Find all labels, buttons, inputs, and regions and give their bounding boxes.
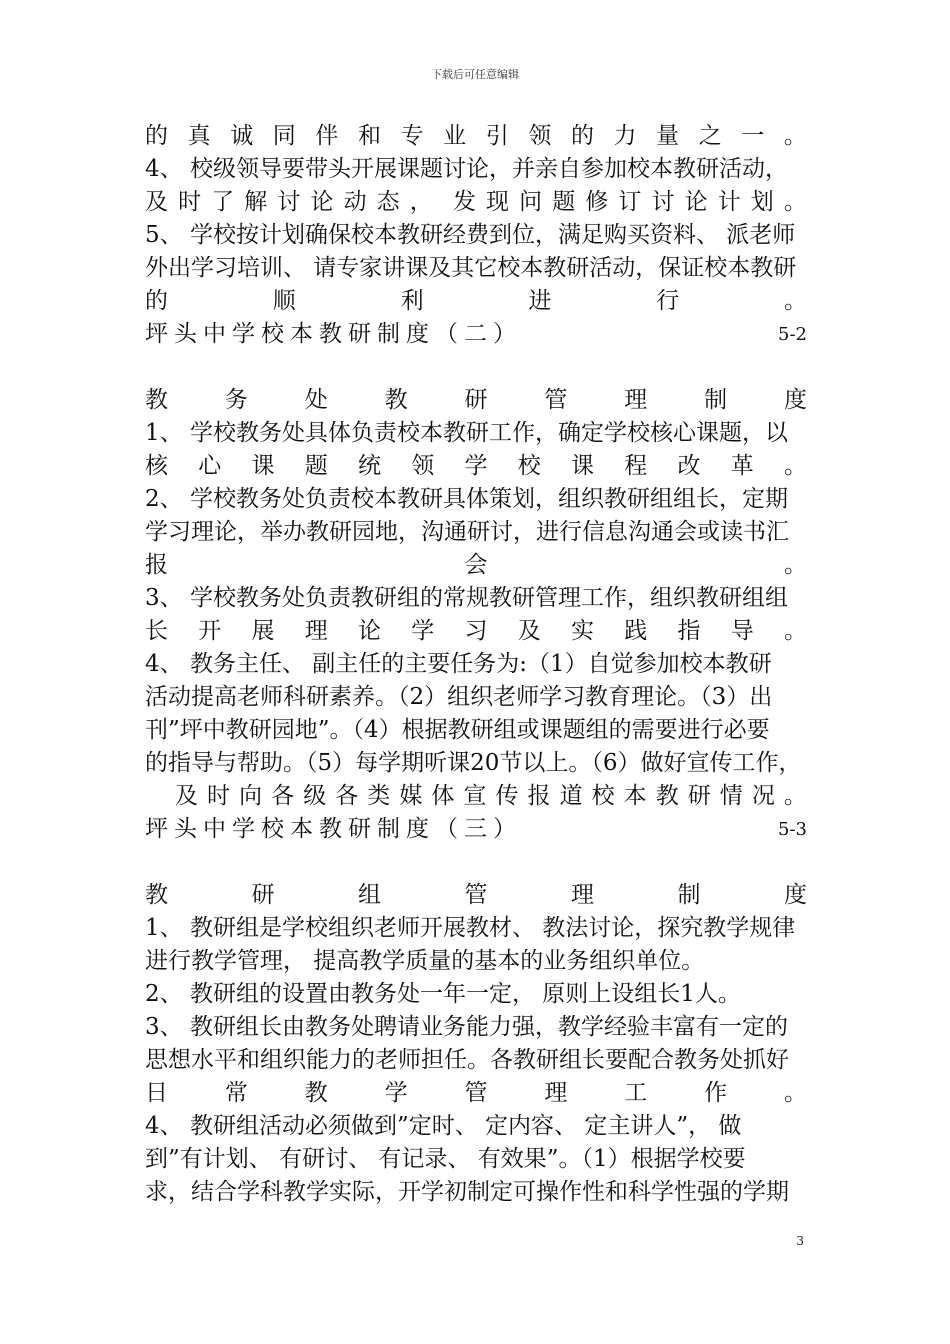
justified-text-line: 教 研 组 管 理 制 度 bbox=[145, 882, 807, 908]
section-heading-line bbox=[145, 318, 807, 351]
text-line: 2、 学校教务处负责校本教研具体策划，组织教研组组长，定期 bbox=[145, 486, 788, 512]
blank-line bbox=[145, 351, 807, 384]
text-line: 4、 校级领导要带头开展课题讨论，并亲自参加校本教研活动， bbox=[145, 156, 788, 182]
justified-text-line: 日 常 教 学 管 理 工 作 。 bbox=[145, 1080, 807, 1106]
text-line: 1、 教研组是学校组织老师开展教材、 教法讨论，探究教学规律 bbox=[145, 915, 796, 941]
justified-text-line: 报 会 。 bbox=[145, 552, 807, 578]
text-line: 外出学习培训、 请专家讲课及其它校本教研活动，保证校本教研 bbox=[145, 255, 797, 281]
section-heading: 坪头中学校本教研制度（三） bbox=[145, 816, 522, 842]
text-line: 1、 学校教务处具体负责校本教研工作，确定学校核心课题，以 bbox=[145, 420, 788, 446]
text-line: 4、 教务主任、 副主任的主要任务为:（1）自觉参加校本教研 bbox=[145, 651, 772, 677]
document-body bbox=[145, 120, 807, 1209]
text-line: 活动提高老师科研素养。（2）组织老师学习教育理论。（3）出 bbox=[145, 684, 773, 710]
justified-text-line: 的 顺 利 进 行 。 bbox=[145, 288, 807, 314]
text-line: 到”有计划、 有研讨、 有记录、 有效果”。（1）根据学校要 bbox=[145, 1146, 746, 1172]
text-line: 5、 学校按计划确保校本教研经费到位，满足购买资料、 派老师 bbox=[145, 222, 796, 248]
section-number: 5-3 bbox=[778, 819, 807, 840]
section-heading: 坪头中学校本教研制度（二） bbox=[145, 321, 522, 347]
page-number: 3 bbox=[796, 1234, 804, 1248]
text-line: 求，结合学科教学实际，开学初制定可操作性和科学性强的学期 bbox=[145, 1179, 789, 1205]
text-line: 4、 教研组活动必须做到”定时、 定内容、 定主讲人”， 做 bbox=[145, 1113, 742, 1139]
justified-text-line: 的 真 诚 同 伴 和 专 业 引 领 的 力 量 之 一 。 bbox=[145, 123, 807, 149]
text-line: 进行教学管理， 提高教学质量的基本的业务组织单位。 bbox=[145, 948, 705, 974]
blank-line bbox=[145, 846, 807, 879]
text-line: 的指导与帮助。（5）每学期听课20节以上。（6）做好宣传工作， bbox=[145, 750, 802, 776]
justified-text-line: 核 心 课 题 统 领 学 校 课 程 改 革 。 bbox=[145, 453, 807, 479]
text-line: 学习理论，举办教研园地，沟通研讨，进行信息沟通会或读书汇 bbox=[145, 519, 789, 545]
text-line: 刊”坪中教研园地”。（4）根据教研组或课题组的需要进行必要 bbox=[145, 717, 770, 743]
section-heading-line bbox=[145, 813, 807, 846]
justified-text-line: 长 开 展 理 论 学 习 及 实 践 指 导 。 bbox=[145, 618, 807, 644]
justified-text-line: 及 时 向 各 级 各 类 媒 体 宣 传 报 道 校 本 教 研 情 况 。 bbox=[175, 783, 807, 809]
page-header: 下载后可任意编辑 bbox=[431, 68, 519, 81]
justified-text-line: 教 务 处 教 研 管 理 制 度 bbox=[145, 387, 807, 413]
text-line: 2、 教研组的设置由教务处一年一定， 原则上设组长1人。 bbox=[145, 981, 741, 1007]
section-number: 5-2 bbox=[778, 324, 807, 345]
text-line: 3、 学校教务处负责教研组的常规教研管理工作，组织教研组组 bbox=[145, 585, 788, 611]
text-line: 思想水平和组织能力的老师担任。各教研组长要配合教务处抓好 bbox=[145, 1047, 789, 1073]
text-line: 3、 教研组长由教务处聘请业务能力强，教学经验丰富有一定的 bbox=[145, 1014, 788, 1040]
justified-text-line: 及 时 了 解 讨 论 动 态 ， 发 现 问 题 修 订 讨 论 计 划 。 bbox=[145, 189, 807, 215]
